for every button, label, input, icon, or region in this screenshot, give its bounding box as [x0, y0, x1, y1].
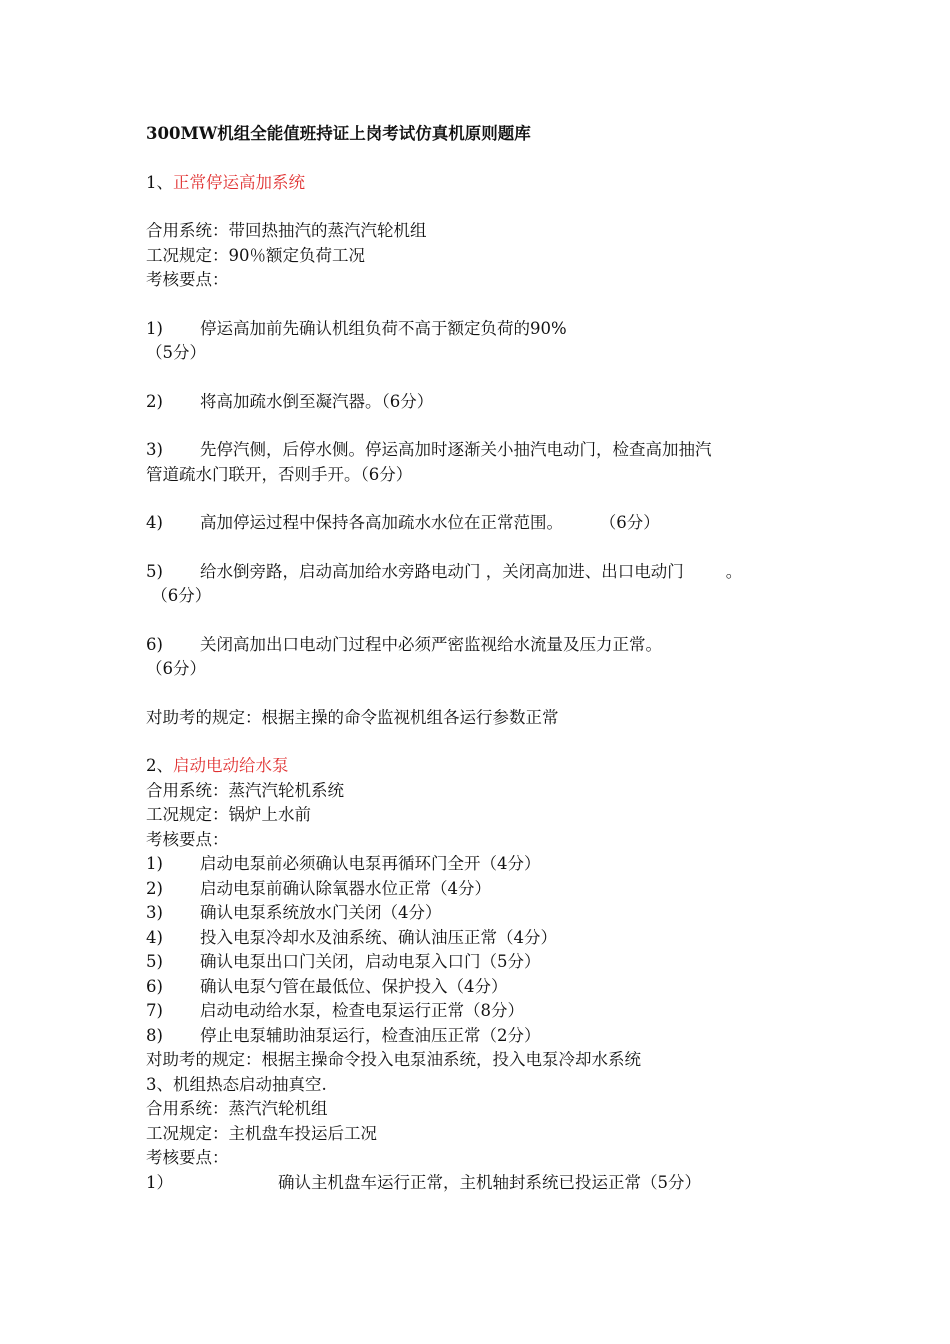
- list-item: 1） 确认主机盘车运行正常，主机轴封系统已投运正常（5分）: [146, 1172, 701, 1192]
- key-points-label: 考核要点：: [146, 829, 229, 849]
- list-item-continuation: （6分）: [146, 586, 212, 605]
- list-item-continuation: 管道疏水门联开，否则手开。（6分）: [146, 464, 413, 484]
- operating-condition: 工况规定：主机盘车投运后工况: [146, 1123, 377, 1143]
- key-points-label: 考核要点：: [146, 270, 229, 289]
- list-item: 1) 启动电泵前必须确认电泵再循环门全开（4分）: [146, 854, 541, 873]
- section-number: 2、: [146, 756, 173, 775]
- list-item: 4) 高加停运过程中保持各高加疏水水位在正常范围。 （6分）: [146, 513, 660, 532]
- list-item: 5) 给水倒旁路，启动高加给水旁路电动门 ，关闭高加进、出口电动门 。: [146, 561, 743, 581]
- list-item: 3) 先停汽侧，后停水侧。停运高加时逐渐关小抽汽电动门，检查高加抽汽: [146, 440, 712, 459]
- document-page: [146, 122, 836, 1195]
- assistant-rule: 对助考的规定：根据主操的命令监视机组各运行参数正常: [146, 707, 559, 727]
- operating-condition: 工况规定：90％额定负荷工况: [146, 245, 365, 265]
- section-title: 正常停运高加系统: [173, 172, 305, 192]
- list-item: 6) 确认电泵勺管在最低位、保护投入（4分）: [146, 976, 508, 996]
- list-item: 7) 启动电动给水泵，检查电泵运行正常（8分）: [146, 1001, 524, 1020]
- section-title: 启动电动给水泵: [173, 756, 289, 775]
- applicable-system: 合用系统：带回热抽汽的蒸汽汽轮机组: [146, 221, 427, 240]
- list-item-continuation: （6分）: [146, 659, 206, 678]
- section-1-heading: [146, 171, 836, 196]
- list-item-continuation: （5分）: [146, 343, 206, 362]
- applicable-system: 合用系统：蒸汽汽轮机组: [146, 1099, 328, 1118]
- list-item: 4) 投入电泵冷却水及油系统、确认油压正常（4分）: [146, 927, 557, 947]
- section-3-heading: 3、机组热态启动抽真空.: [146, 1074, 327, 1094]
- list-item: 2) 将高加疏水倒至凝汽器。（6分）: [146, 391, 434, 411]
- list-item: 8) 停止电泵辅助油泵运行，检查油压正常（2分）: [146, 1025, 541, 1045]
- key-points-label: 考核要点：: [146, 1148, 229, 1167]
- operating-condition: 工况规定：锅炉上水前: [146, 805, 311, 824]
- applicable-system: 合用系统：蒸汽汽轮机系统: [146, 780, 344, 800]
- list-item: 5) 确认电泵出口门关闭，启动电泵入口门（5分）: [146, 952, 541, 971]
- list-item: 2) 启动电泵前确认除氧器水位正常（4分）: [146, 878, 491, 898]
- section-2-heading: [146, 754, 836, 779]
- document-title: 300MW机组全能值班持证上岗考试仿真机原则题库: [146, 124, 531, 143]
- list-item: 3) 确认电泵系统放水门关闭（4分）: [146, 903, 442, 922]
- assistant-rule: 对助考的规定：根据主操命令投入电泵油系统，投入电泵冷却水系统: [146, 1050, 641, 1069]
- list-item: 1) 停运高加前先确认机组负荷不高于额定负荷的90%: [146, 318, 567, 338]
- list-item: 6) 关闭高加出口电动门过程中必须严密监视给水流量及压力正常。: [146, 634, 662, 654]
- section-number: 1、: [146, 172, 173, 192]
